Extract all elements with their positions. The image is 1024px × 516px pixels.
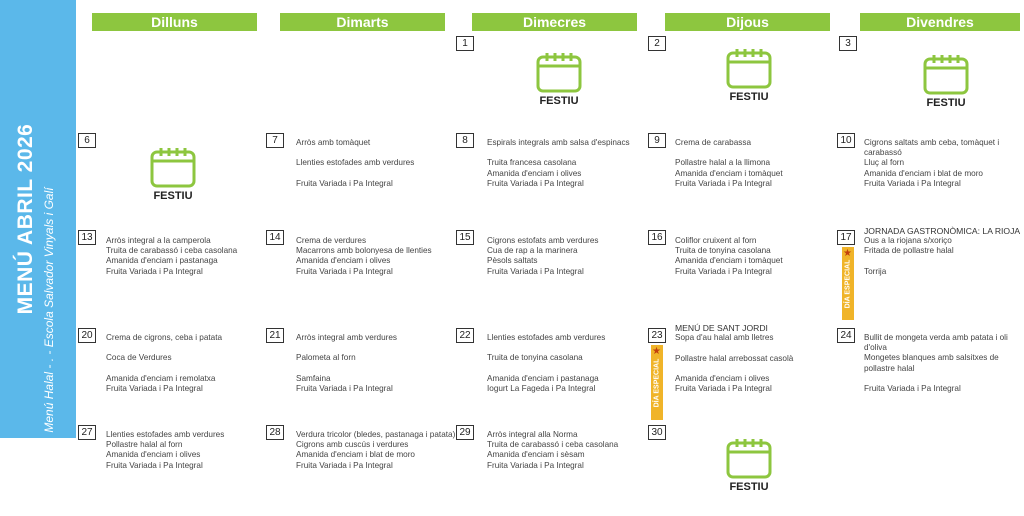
calendar-icon bbox=[725, 437, 773, 479]
sidebar-banner bbox=[0, 0, 76, 438]
menu-day-13: Arròs integral a la camperola Truita de carabassó i ceba casolana Amanida d'enciam i pastanaga Fruita Variada i Pa Integral bbox=[106, 236, 238, 276]
header-monday: Dilluns bbox=[92, 13, 257, 31]
holiday-label: FESTIU bbox=[539, 95, 579, 107]
calendar-icon bbox=[922, 53, 970, 95]
holiday-2 bbox=[724, 47, 774, 103]
holiday-label: FESTIU bbox=[153, 190, 193, 202]
menu-day-22: Llenties estofades amb verdures Truita de tonyina casolana Amanida d'enciam i pastanaga Iogurt La Fageda i Pa Integral bbox=[487, 333, 606, 394]
day-number-30: 30 bbox=[648, 425, 666, 440]
special-day-label: DÍA ESPECIAL bbox=[653, 358, 661, 407]
holiday-label: FESTIU bbox=[729, 91, 769, 103]
header-tuesday: Dimarts bbox=[280, 13, 445, 31]
menu-day-28: Verdura tricolor (bledes, pastanaga i patata) Cigrons amb cuscús i verdures Amanida d'enciam i blat de moro Fruita Variada i Pa Integral bbox=[296, 430, 456, 470]
star-icon: ★ bbox=[652, 346, 661, 357]
special-menu-title: MENÚ DE SANT JORDI bbox=[675, 323, 768, 333]
day-number-13: 13 bbox=[78, 230, 96, 245]
day-number-22: 22 bbox=[456, 328, 474, 343]
day-number-3: 3 bbox=[839, 36, 857, 51]
special-day-label: DÍA ESPECIAL bbox=[844, 259, 852, 308]
day-number-24: 24 bbox=[837, 328, 855, 343]
menu-day-27: Llenties estofades amb verdures Pollastre halal al forn Amanida d'enciam i olives Fruita Variada i Pa Integral bbox=[106, 430, 225, 470]
menu-day-21: Arròs integral amb verdures Palometa al forn Samfaina Fruita Variada i Pa Integral bbox=[296, 333, 398, 394]
day-number-14: 14 bbox=[266, 230, 284, 245]
day-number-15: 15 bbox=[456, 230, 474, 245]
menu-day-16: Coliflor cruixent al forn Truita de tonyina casolana Amanida d'enciam i tomàquet Fruita Variada i Pa Integral bbox=[675, 236, 783, 276]
menu-day-17: JORNADA GASTRONÒMICA: LA RIOJA Ous a la riojana s/xoriço Fritada de pollastre halal Torrija bbox=[864, 226, 1021, 276]
holiday-30 bbox=[724, 437, 774, 493]
holiday-3 bbox=[921, 53, 971, 109]
menu-day-29: Arròs integral alla Norma Truita de carabassó i ceba casolana Amanida d'enciam i sèsam Fruita Variada i Pa Integral bbox=[487, 430, 619, 470]
menu-day-8: Espirals integrals amb salsa d'espinacs Truita francesa casolana Amanida d'enciam i olives Fruita Variada i Pa Integral bbox=[487, 138, 630, 188]
day-number-10: 10 bbox=[837, 133, 855, 148]
holiday-label: FESTIU bbox=[926, 97, 966, 109]
day-number-27: 27 bbox=[78, 425, 96, 440]
day-number-16: 16 bbox=[648, 230, 666, 245]
special-day-badge-23 bbox=[651, 345, 663, 420]
day-number-21: 21 bbox=[266, 328, 284, 343]
day-number-8: 8 bbox=[456, 133, 474, 148]
menu-day-7: Arròs amb tomàquet Llenties estofades amb verdures Fruita Variada i Pa Integral bbox=[296, 138, 415, 188]
day-number-28: 28 bbox=[266, 425, 284, 440]
holiday-label: FESTIU bbox=[729, 481, 769, 493]
day-number-29: 29 bbox=[456, 425, 474, 440]
menu-day-24: Bullit de mongeta verda amb patata i oli d'oliva Mongetes blanques amb salsitxes de pollastre halal Fruita Variada i Pa Integral bbox=[864, 333, 1008, 394]
day-number-6: 6 bbox=[78, 133, 96, 148]
day-number-23: 23 bbox=[648, 328, 666, 343]
day-number-7: 7 bbox=[266, 133, 284, 148]
day-number-20: 20 bbox=[78, 328, 96, 343]
day-number-17: 17 bbox=[837, 230, 855, 245]
menu-day-20: Crema de cigrons, ceba i patata Coca de Verdures Amanida d'enciam i remolatxa Fruita Variada i Pa Integral bbox=[106, 333, 223, 394]
calendar-icon bbox=[535, 51, 583, 93]
menu-day-9: Crema de carabassa Pollastre halal a la llimona Amanida d'enciam i tomàquet Fruita Variada i Pa Integral bbox=[675, 138, 783, 188]
menu-day-15: Cigrons estofats amb verdures Cua de rap a la marinera Pèsols saltats Fruita Variada i Pa Integral bbox=[487, 236, 599, 276]
menu-day-14: Crema de verdures Macarrons amb bolonyesa de llenties Amanida d'enciam i olives Fruita Variada i Pa Integral bbox=[296, 236, 432, 276]
calendar-icon bbox=[725, 47, 773, 89]
special-day-badge-17 bbox=[842, 247, 854, 320]
holiday-6 bbox=[148, 146, 198, 202]
day-number-2: 2 bbox=[648, 36, 666, 51]
holiday-1 bbox=[534, 51, 584, 107]
calendar-icon bbox=[149, 146, 197, 188]
menu-day-23: MENÚ DE SANT JORDI Sopa d'au halal amb lletres Pollastre halal arrebossat casolà Amanida d'enciam i olives Fruita Variada i Pa Integral bbox=[675, 323, 794, 394]
day-number-1: 1 bbox=[456, 36, 474, 51]
special-menu-title: JORNADA GASTRONÒMICA: LA RIOJA bbox=[864, 226, 1021, 236]
header-friday: Divendres bbox=[860, 13, 1020, 31]
header-thursday: Dijous bbox=[665, 13, 830, 31]
menu-day-10: Cigrons saltats amb ceba, tomàquet i carabassó Lluç al forn Amanida d'enciam i blat de moro Fruita Variada i Pa Integral bbox=[864, 138, 1000, 188]
day-number-9: 9 bbox=[648, 133, 666, 148]
star-icon: ★ bbox=[843, 248, 852, 259]
menu-title: MENÚ ABRIL 2026 bbox=[14, 123, 37, 315]
menu-subtitle: Menú Halal - . - Escola Salvador Vinyals i Galí bbox=[42, 187, 56, 433]
header-wednesday: Dimecres bbox=[472, 13, 637, 31]
